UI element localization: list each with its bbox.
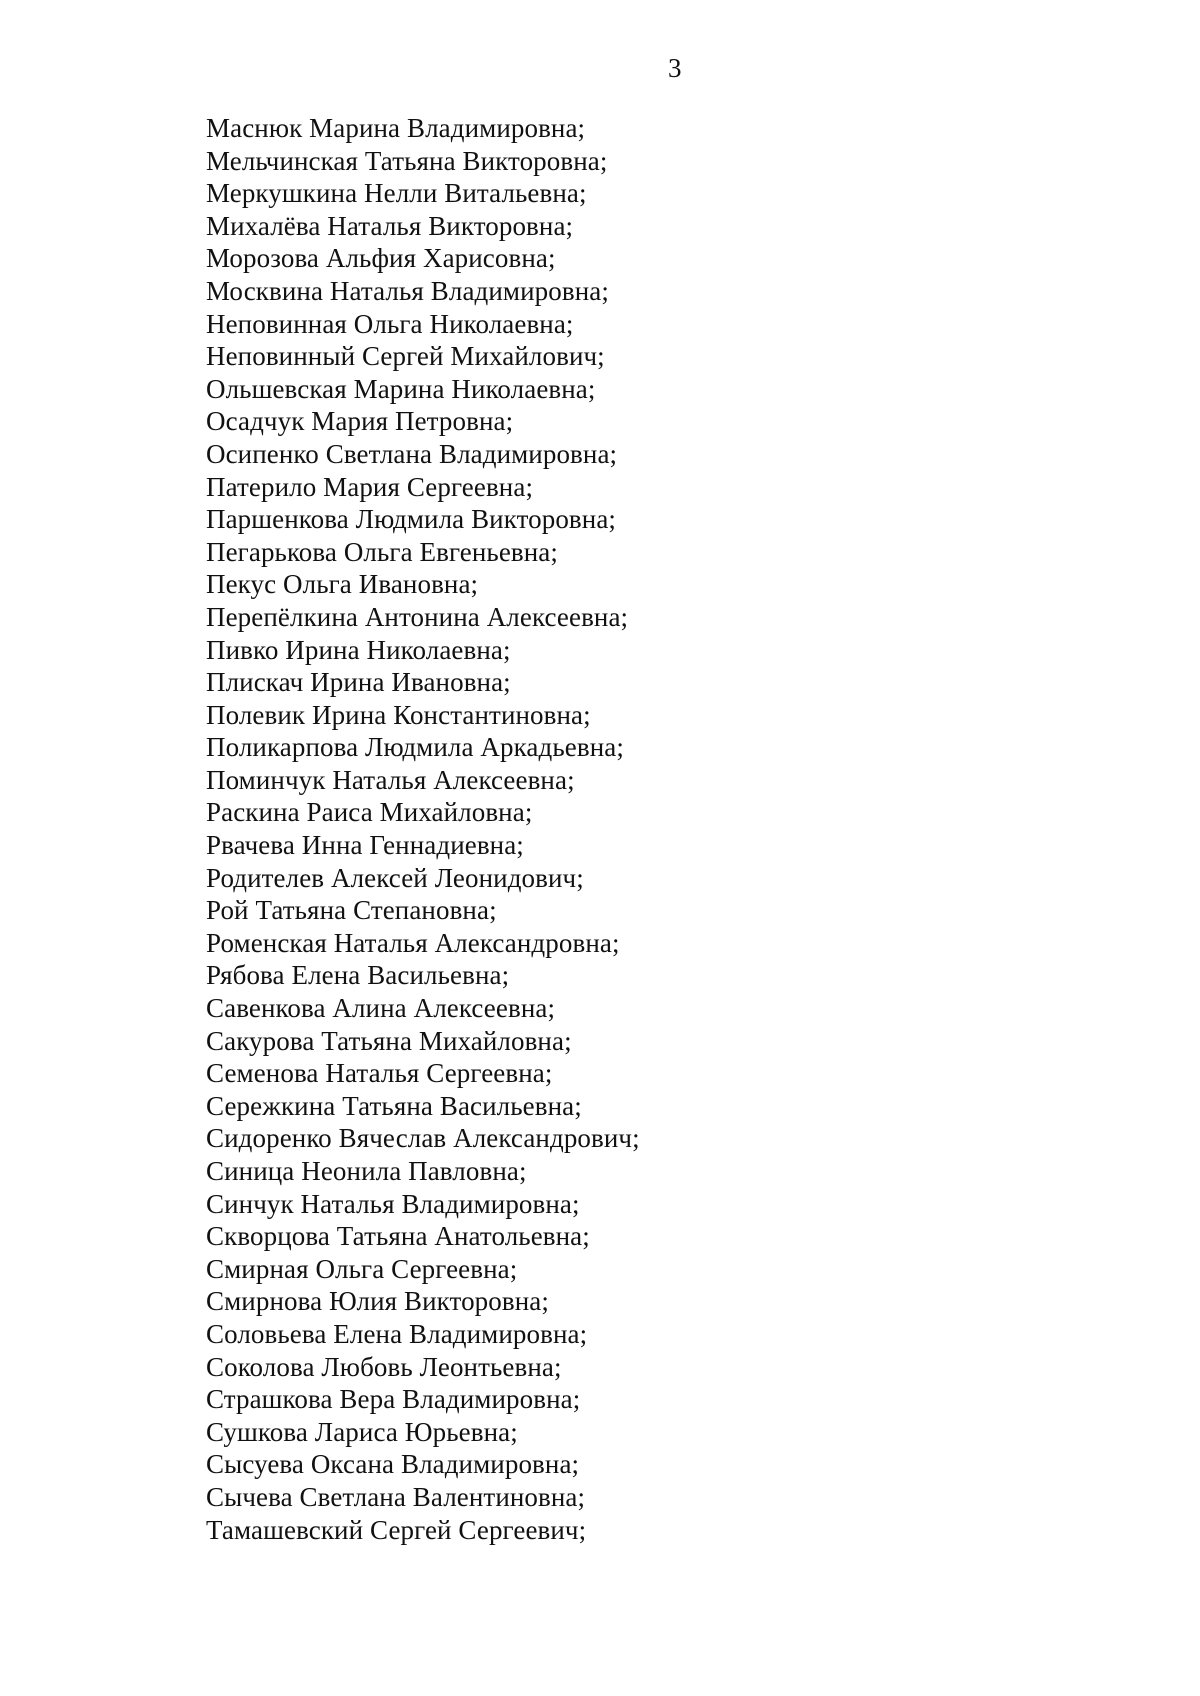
list-item: Пекус Ольга Ивановна; (206, 569, 479, 600)
list-item: Паршенкова Людмила Викторовна; (206, 504, 617, 535)
page-number: 3 (668, 53, 682, 83)
list-item: Осипенко Светлана Владимировна; (206, 438, 618, 469)
list-item: Патерило Мария Сергеевна; (206, 471, 534, 502)
list-item: Родителев Алексей Леонидович; (206, 862, 584, 893)
list-item: Смирнова Юлия Викторовна; (206, 1286, 549, 1317)
list-item: Тамашевский Сергей Сергеевич; (206, 1514, 587, 1545)
list-item: Плискач Ирина Ивановна; (206, 667, 511, 698)
list-item: Поликарпова Людмила Аркадьевна; (206, 732, 624, 763)
list-item: Смирная Ольга Сергеевна; (206, 1253, 518, 1284)
list-item: Меркушкина Нелли Витальевна; (206, 178, 587, 209)
list-item: Рвачева Инна Геннадиевна; (206, 830, 524, 861)
list-item: Полевик Ирина Константиновна; (206, 699, 591, 730)
list-item: Соловьева Елена Владимировна; (206, 1318, 588, 1349)
list-item: Мельчинская Татьяна Викторовна; (206, 145, 608, 176)
list-item: Сережкина Татьяна Васильевна; (206, 1090, 582, 1121)
list-item: Скворцова Татьяна Анатольевна; (206, 1221, 590, 1252)
list-item: Страшкова Вера Владимировна; (206, 1384, 581, 1415)
list-item: Сысуева Оксана Владимировна; (206, 1449, 580, 1480)
list-item: Роменская Наталья Александровна; (206, 927, 620, 958)
list-item: Неповинная Ольга Николаевна; (206, 308, 574, 339)
list-item: Сидоренко Вячеслав Александрович; (206, 1123, 640, 1154)
list-item: Пивко Ирина Николаевна; (206, 634, 511, 665)
list-item: Морозова Альфия Харисовна; (206, 243, 556, 274)
list-item: Савенкова Алина Алексеевна; (206, 993, 556, 1024)
list-item: Перепёлкина Антонина Алексеевна; (206, 601, 629, 632)
list-item: Синица Неонила Павловна; (206, 1156, 527, 1186)
list-item: Семенова Наталья Сергеевна; (206, 1058, 553, 1089)
list-item: Пегарькова Ольга Евгеньевна; (206, 536, 558, 567)
list-item: Маснюк Марина Владимировна; (206, 113, 586, 143)
list-item: Сычева Светлана Валентиновна; (206, 1481, 586, 1512)
list-item: Соколова Любовь Леонтьевна; (206, 1351, 562, 1382)
list-item: Раскина Раиса Михайловна; (206, 797, 533, 828)
list-item: Сакурова Татьяна Михайловна; (206, 1025, 572, 1056)
list-item: Неповинный Сергей Михайлович; (206, 341, 605, 372)
list-item: Рябова Елена Васильевна; (206, 960, 510, 991)
list-item: Сушкова Лариса Юрьевна; (206, 1416, 518, 1447)
list-item: Ольшевская Марина Николаевна; (206, 373, 596, 404)
list-item: Михалёва Наталья Викторовна; (206, 210, 574, 241)
list-item: Осадчук Мария Петровна; (206, 406, 514, 437)
list-item: Москвина Наталья Владимировна; (206, 275, 609, 306)
list-item: Поминчук Наталья Алексеевна; (206, 764, 575, 795)
list-item: Синчук Наталья Владимировна; (206, 1188, 580, 1219)
list-item: Рой Татьяна Степановна; (206, 895, 497, 926)
name-list (206, 112, 640, 1546)
